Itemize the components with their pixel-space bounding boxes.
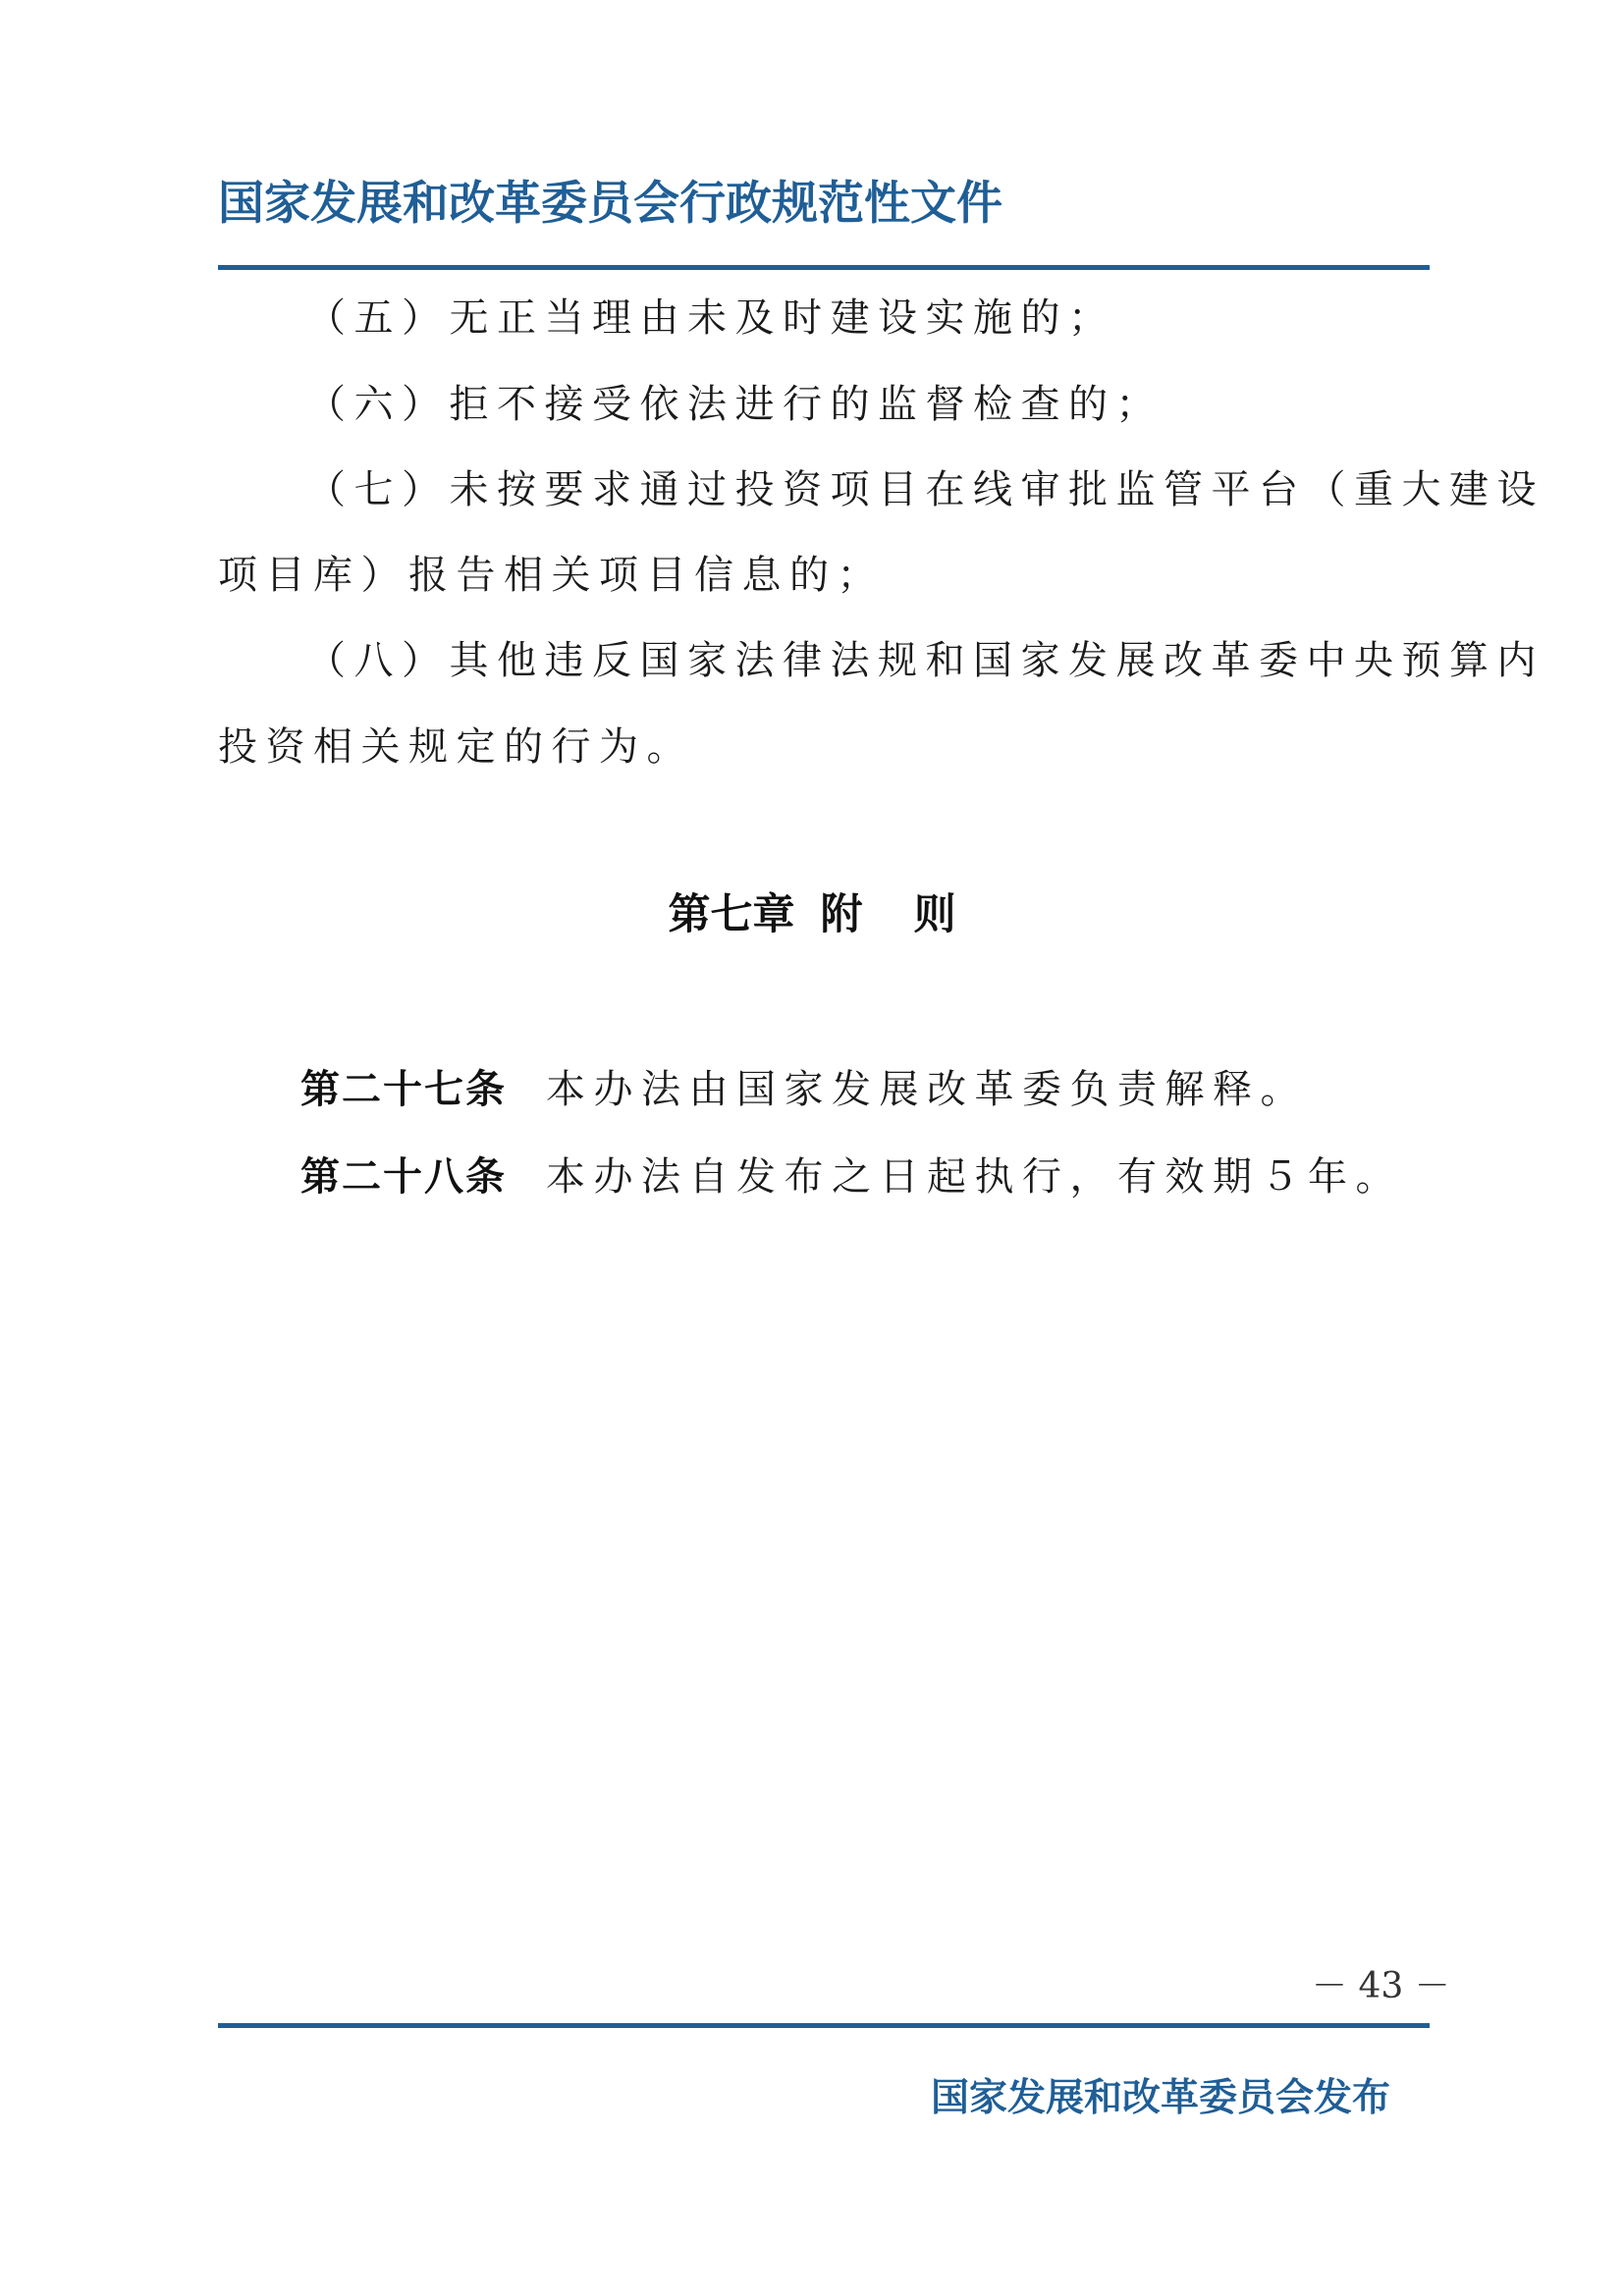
article-number: 第二十七条 — [300, 1067, 507, 1112]
footer-publisher: 国家发展和改革委员会发布 — [931, 2076, 1391, 2120]
chapter-heading — [0, 881, 1624, 941]
clause-line: （八）其他违反国家法律法规和国家发展改革委中央预算内 — [306, 638, 1544, 683]
article-27 — [300, 1058, 1308, 1114]
document-header-title: 国家发展和改革委员会行政规范性文件 — [218, 177, 1002, 231]
clause-line-continuation: 投资相关规定的行为。 — [218, 724, 694, 770]
page-number: － 43 － — [1312, 1966, 1450, 2006]
clause-line: （五）无正当理由未及时建设实施的； — [306, 295, 1116, 341]
chapter-number: 第七章 — [668, 890, 795, 939]
chapter-title-part1: 附 — [820, 890, 863, 939]
header-divider — [218, 265, 1430, 270]
article-text: 本办法自发布之日起执行，有效期５年。 — [546, 1154, 1403, 1200]
article-text: 本办法由国家发展改革委负责解释。 — [546, 1067, 1308, 1112]
clause-line: （六）拒不接受依法进行的监督检查的； — [306, 382, 1164, 427]
chapter-title-part2: 则 — [913, 890, 956, 939]
article-number: 第二十八条 — [300, 1154, 507, 1200]
clause-line: （七）未按要求通过投资项目在线审批监管平台（重大建设 — [306, 467, 1544, 512]
clause-line-continuation: 项目库）报告相关项目信息的； — [218, 553, 885, 598]
article-28 — [300, 1146, 1403, 1201]
footer-divider — [218, 2023, 1430, 2028]
